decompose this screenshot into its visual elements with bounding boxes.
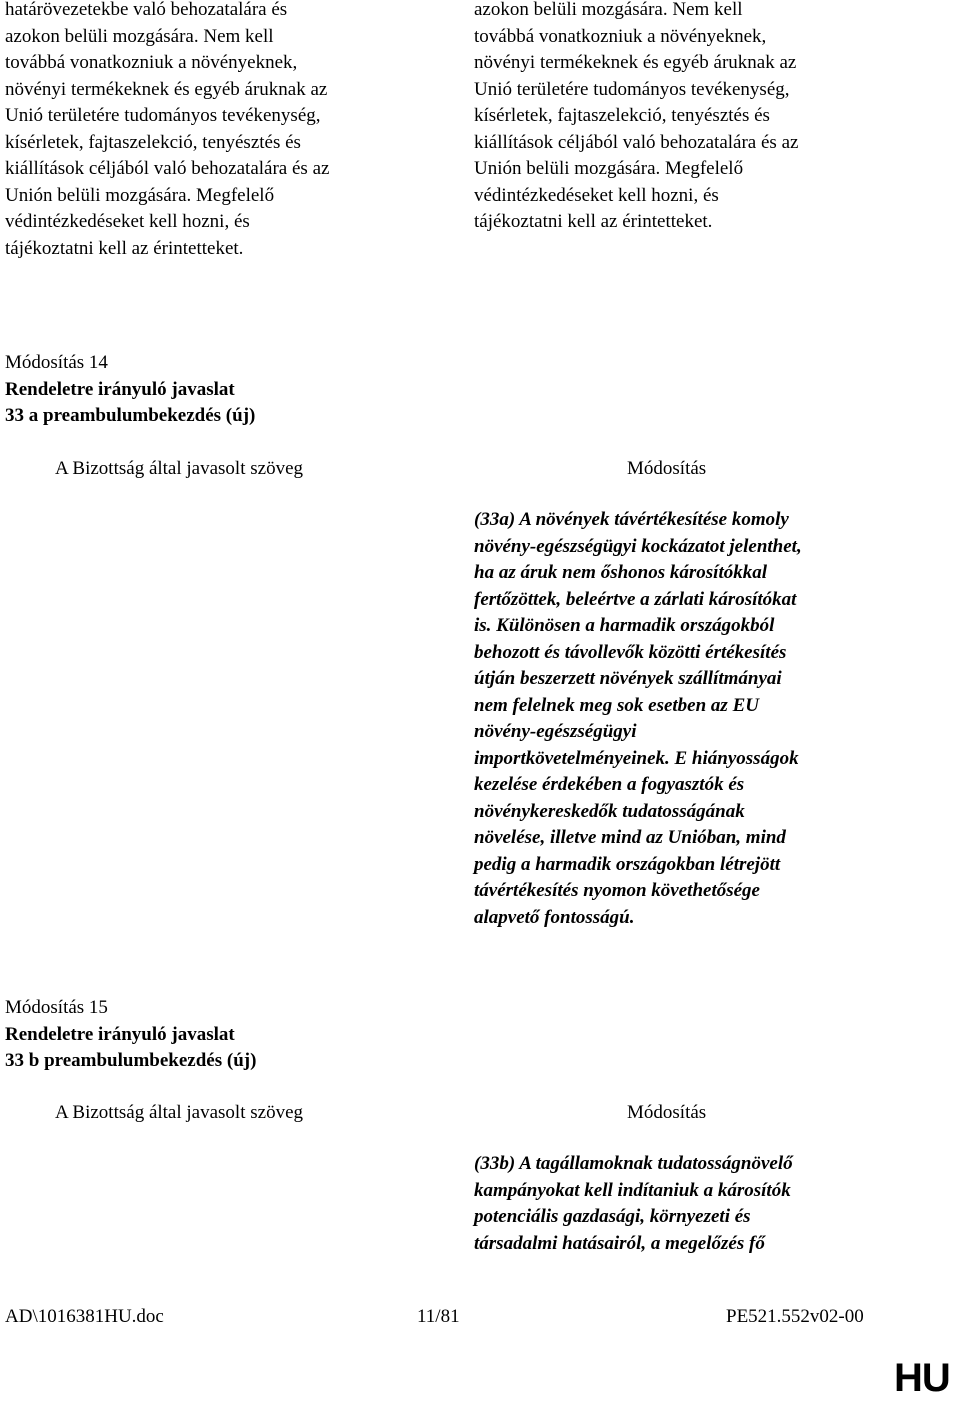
text-line: behozott és távollevők közötti értékesítés xyxy=(474,641,787,663)
text-line: távértékesítés nyomon követhetősége xyxy=(474,880,760,901)
text-line: fertőzöttek, beleértve a zárlati károsítókat xyxy=(474,588,797,610)
text-line: azokon belüli mozgására. Nem kell xyxy=(5,25,274,47)
amendment-reference: 33 b preambulumbekezdés (új) xyxy=(5,1050,257,1071)
amendment-reference: 33 a preambulumbekezdés (új) xyxy=(5,405,256,426)
text-line: növényi termékeknek és egyéb áruknak az xyxy=(474,52,797,73)
text-line: Unión belüli mozgására. Megfelelő xyxy=(474,158,744,179)
text-line: útján beszerzett növények szállítmányai xyxy=(474,668,782,689)
top-right-text xyxy=(474,0,914,236)
language-code: HU xyxy=(894,1356,950,1400)
text-line: társadalmi hatásairól, a megelőzés fő xyxy=(474,1232,765,1254)
text-line: növényi termékeknek és egyéb áruknak az xyxy=(5,78,328,100)
text-line: kísérletek, fajtaszelekció, tenyésztés és xyxy=(474,105,770,126)
text-line: továbbá vonatkozniuk a növényeknek, xyxy=(474,25,767,47)
amendment-heading: Módosítás xyxy=(627,1102,707,1123)
commission-text-heading: A Bizottság által javasolt szöveg xyxy=(55,458,304,479)
footer-page-number: 11/81 xyxy=(417,1306,460,1327)
text-line: Unión belüli mozgására. Megfelelő xyxy=(5,184,275,206)
amendment-subject: Rendeletre irányuló javaslat xyxy=(5,378,235,400)
text-line: kampányokat kell indítaniuk a károsítók xyxy=(474,1179,791,1201)
text-line: nem felelnek meg sok esetben az EU xyxy=(474,694,759,716)
text-line: azokon belüli mozgására. Nem kell xyxy=(474,0,743,20)
amendment-number: Módosítás 15 xyxy=(5,997,108,1018)
text-line: ha az áruk nem őshonos károsítókkal xyxy=(474,562,767,583)
amendment-heading: Módosítás xyxy=(627,458,707,479)
amendment-subject: Rendeletre irányuló javaslat xyxy=(5,1023,235,1045)
text-line: növénykereskedők tudatosságának xyxy=(474,800,745,822)
text-line: is. Különösen a harmadik országokból xyxy=(474,615,775,636)
text-line: (33a) A növények távértékesítése komoly xyxy=(474,509,789,530)
text-line: határövezetekbe való behozatalára és xyxy=(5,0,288,20)
text-line: növény-egészségügyi kockázatot jelenthet, xyxy=(474,535,802,557)
amendment-14-header xyxy=(5,350,255,430)
top-left-text xyxy=(5,0,445,262)
text-line: importkövetelményeinek. E hiányosságok xyxy=(474,747,799,769)
text-line: pedig a harmadik országokban létrejött xyxy=(474,853,781,875)
amendment-15-header xyxy=(5,995,256,1075)
text-line: alapvető fontosságú. xyxy=(474,906,635,928)
amendment-14-text xyxy=(474,507,914,931)
text-line: kísérletek, fajtaszelekció, tenyésztés és xyxy=(5,131,301,153)
footer-reference: PE521.552v02-00 xyxy=(726,1306,864,1327)
text-line: védintézkedéseket kell hozni, és xyxy=(5,211,250,232)
text-line: kiállítások céljából való behozatalára és az xyxy=(474,131,799,153)
text-line: Unió területére tudományos tevékenység, xyxy=(474,78,790,100)
text-line: (33b) A tagállamoknak tudatosságnövelő xyxy=(474,1153,793,1174)
text-line: tájékoztatni kell az érintetteket. xyxy=(474,211,713,232)
amendment-15-text xyxy=(474,1151,914,1257)
text-line: növény-egészségügyi xyxy=(474,721,637,742)
text-line: kiállítások céljából való behozatalára és az xyxy=(5,158,330,179)
footer-doc-id: AD\1016381HU.doc xyxy=(5,1306,164,1327)
amendment-number: Módosítás 14 xyxy=(5,352,108,373)
text-line: tájékoztatni kell az érintetteket. xyxy=(5,237,244,259)
text-line: potenciális gazdasági, környezeti és xyxy=(474,1206,751,1227)
text-line: védintézkedéseket kell hozni, és xyxy=(474,184,719,206)
text-line: növelése, illetve mind az Unióban, mind xyxy=(474,827,786,848)
text-line: kezelése érdekében a fogyasztók és xyxy=(474,774,745,795)
text-line: továbbá vonatkozniuk a növényeknek, xyxy=(5,52,298,73)
text-line: Unió területére tudományos tevékenység, xyxy=(5,105,321,126)
commission-text-heading: A Bizottság által javasolt szöveg xyxy=(55,1102,304,1123)
